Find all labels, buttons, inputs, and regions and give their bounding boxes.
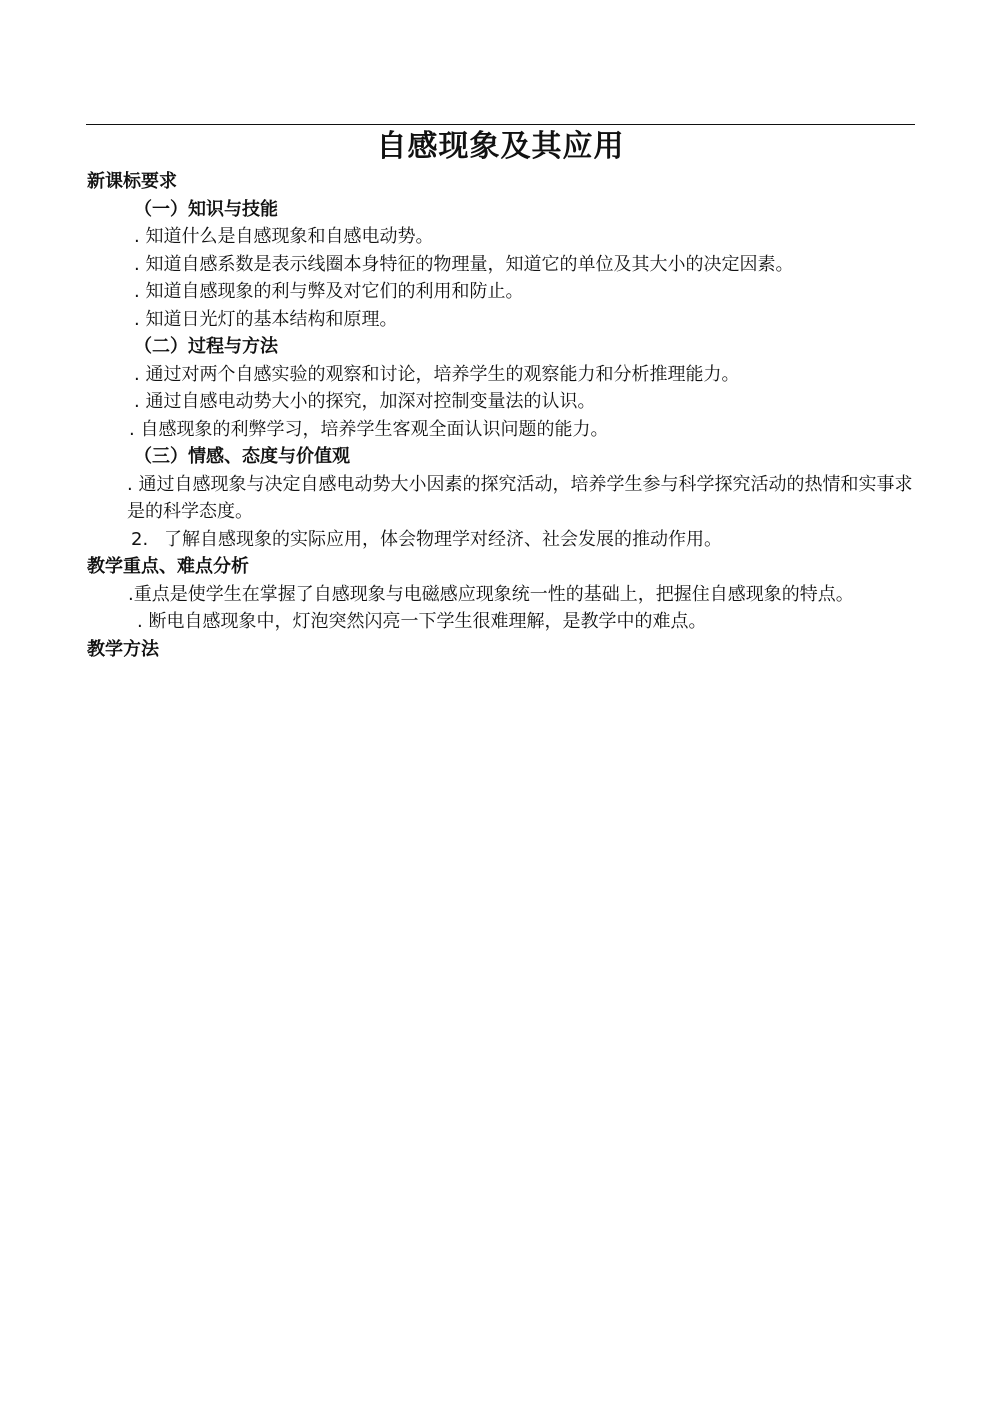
knowledge-item: . 知道自感现象的利与弊及对它们的利用和防止。 [134, 281, 524, 302]
key-point-item: .重点是使学生在掌握了自感现象与电磁感应现象统一性的基础上，把握住自感现象的特点。 [128, 583, 854, 605]
document-title: 自感现象及其应用 [376, 129, 625, 164]
emotion-item: . 通过自感现象与决定自感电动势大小因素的探究活动，培养学生参与科学探究活动的热情和实事求是的科学态度。 [127, 473, 913, 522]
item-number: 2. [131, 528, 149, 550]
process-item: . 通过自感电动势大小的探究，加深对控制变量法的认识。 [134, 391, 596, 412]
item-text: 了解自感现象的实际应用，体会物理学对经济、社会发展的推动作用。 [164, 528, 722, 550]
section-heading-methods: 教学方法 [87, 638, 159, 660]
document-body [87, 168, 913, 663]
section-heading-key-points: 教学重点、难点分析 [87, 556, 249, 577]
subsection-heading-knowledge: （一）知识与技能 [134, 198, 278, 220]
process-item: . 自感现象的利弊学习，培养学生客观全面认识问题的能力。 [129, 418, 609, 440]
knowledge-item: . 知道自感系数是表示线圈本身特征的物理量，知道它的单位及其大小的决定因素。 [134, 253, 794, 275]
header-rule [86, 124, 915, 125]
subsection-heading-process: （二）过程与方法 [134, 336, 278, 357]
process-item: . 通过对两个自感实验的观察和讨论，培养学生的观察能力和分析推理能力。 [134, 363, 740, 385]
section-heading-requirements: 新课标要求 [87, 171, 177, 192]
emotion-numbered-item [87, 526, 913, 554]
subsection-heading-emotion: （三）情感、态度与价值观 [134, 446, 350, 467]
knowledge-item: . 知道什么是自感现象和自感电动势。 [134, 226, 434, 247]
knowledge-item: . 知道日光灯的基本结构和原理。 [134, 308, 398, 330]
key-point-item: . 断电自感现象中，灯泡突然闪亮一下学生很难理解，是教学中的难点。 [137, 611, 707, 632]
